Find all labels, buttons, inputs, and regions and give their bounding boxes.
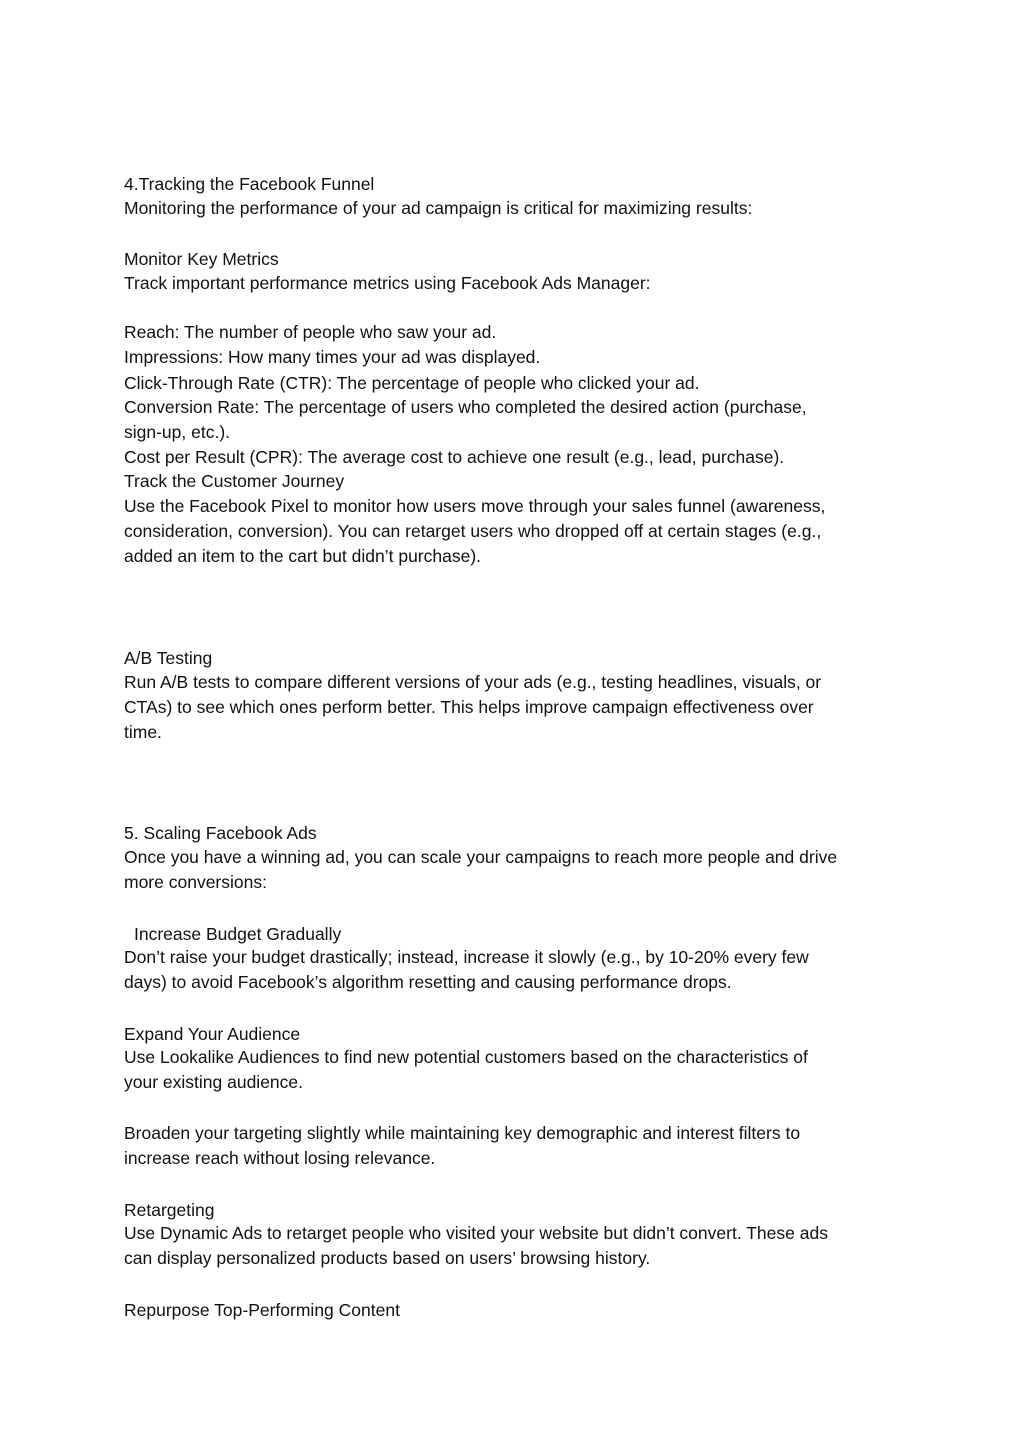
metric-ctr: Click-Through Rate (CTR): The percentage of people who clicked your ad. (124, 373, 700, 393)
paragraph-line: Run A/B tests to compare different versions of your ads (e.g., testing headlines, visuals, or (124, 672, 822, 692)
paragraph-line: Once you have a winning ad, you can scale your campaigns to reach more people and drive (124, 847, 838, 867)
paragraph-line: increase reach without losing relevance. (124, 1148, 436, 1168)
section-heading-tracking: 4.Tracking the Facebook Funnel (124, 174, 375, 194)
metric-cpr: Cost per Result (CPR): The average cost to achieve one result (e.g., lead, purchase). (124, 447, 785, 467)
paragraph-line: days) to avoid Facebook’s algorithm resetting and causing performance drops. (124, 972, 732, 992)
paragraph-line: time. (124, 722, 162, 742)
paragraph-line: Don’t raise your budget drastically; instead, increase it slowly (e.g., by 10-20% every few (124, 947, 809, 967)
paragraph-line: sign-up, etc.). (124, 422, 231, 442)
paragraph-line: Use the Facebook Pixel to monitor how users move through your sales funnel (awareness, (124, 496, 826, 516)
paragraph-line: can display personalized products based on users’ browsing history. (124, 1248, 651, 1268)
section-heading-scaling: 5. Scaling Facebook Ads (124, 823, 317, 843)
paragraph-line: Use Dynamic Ads to retarget people who visited your website but didn’t convert. These ads (124, 1223, 828, 1243)
paragraph-line: CTAs) to see which ones perform better. This helps improve campaign effectiveness over (124, 697, 814, 717)
paragraph-line: consideration, conversion). You can retarget users who dropped off at certain stages (e.g., (124, 521, 822, 541)
paragraph-line: added an item to the cart but didn’t purchase). (124, 546, 482, 566)
paragraph-line: Monitoring the performance of your ad campaign is critical for maximizing results: (124, 198, 753, 218)
subheading-expand-audience: Expand Your Audience (124, 1024, 301, 1044)
paragraph-line: Broaden your targeting slightly while maintaining key demographic and interest filters to (124, 1123, 801, 1143)
paragraph-line: your existing audience. (124, 1072, 303, 1092)
metric-impressions: Impressions: How many times your ad was displayed. (124, 347, 541, 367)
metric-reach: Reach: The number of people who saw your ad. (124, 322, 497, 342)
paragraph-line: Track important performance metrics using Facebook Ads Manager: (124, 273, 651, 293)
paragraph-line: more conversions: (124, 872, 267, 892)
metric-conversion-rate: Conversion Rate: The percentage of users who completed the desired action (purchase, (124, 397, 807, 417)
subheading-retargeting: Retargeting (124, 1200, 215, 1220)
subheading-monitor-metrics: Monitor Key Metrics (124, 249, 279, 269)
subheading-increase-budget: Increase Budget Gradually (134, 924, 342, 944)
subheading-customer-journey: Track the Customer Journey (124, 471, 345, 491)
subheading-ab-testing: A/B Testing (124, 648, 213, 668)
subheading-repurpose-content: Repurpose Top-Performing Content (124, 1300, 400, 1320)
paragraph-line: Use Lookalike Audiences to find new potential customers based on the characteristics of (124, 1047, 808, 1067)
